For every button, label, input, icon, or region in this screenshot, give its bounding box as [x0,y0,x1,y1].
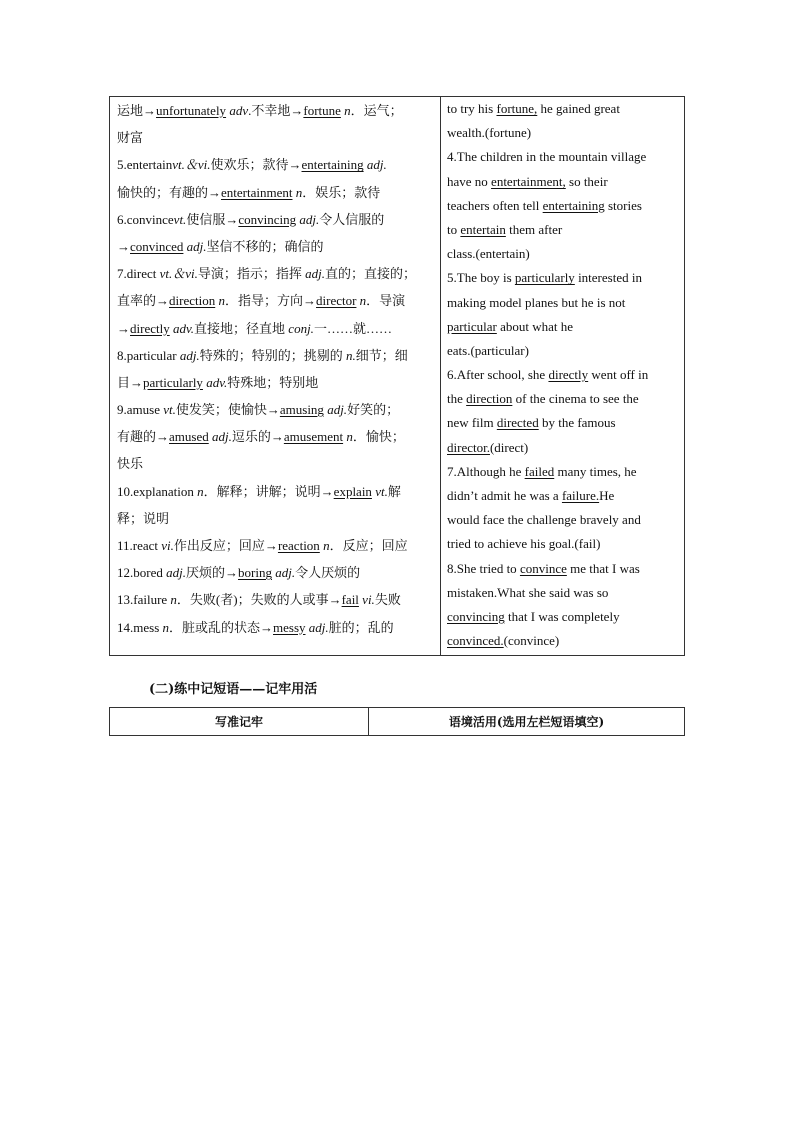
text-segment: n [359,293,367,309]
text-segment: n [344,103,351,118]
answer-blank: entertaining [301,157,364,173]
answer-blank: convincing [447,608,505,624]
text-line [117,315,436,342]
text-segment: n [346,429,353,445]
text-segment: by the famous [538,415,616,431]
text-line [447,97,680,121]
phrase-right-header: 语境活用(选用左栏短语填空) [448,715,605,729]
text-segment: of the cinema to see the [512,391,639,407]
answer-blank: fortune, [496,101,538,116]
text-line [117,450,436,477]
text-segment: 好笑的； [347,402,400,418]
text-segment: 财富 [117,130,144,146]
section-title: (二)练中记短语——记牢用活 [149,682,318,697]
text-segment: them after [505,221,563,237]
text-line [447,581,680,605]
text-segment: making model planes but he is not [447,294,626,310]
text-segment: that I was completely [504,608,620,624]
text-segment: 厌烦的→ [185,565,238,581]
text-segment: 11.react [117,538,162,553]
text-line [447,339,680,363]
text-segment: adj. [327,402,348,418]
text-line [447,557,680,581]
text-segment: ．脏或乱的状态→ [169,619,274,635]
answer-blank: convinced. [447,633,504,649]
answer-blank: director. [447,439,490,455]
text-segment: → [117,238,130,254]
text-segment: the [447,391,467,407]
text-segment: ．愉快； [352,429,405,445]
text-segment: 直率的→ [117,293,170,309]
text-segment: vt. [375,483,388,499]
text-segment: adv. [172,320,195,336]
text-segment: 7.Although he [447,463,525,479]
answer-blank: entertainment, [491,173,566,189]
text-line [117,151,436,178]
text-segment: 细节；细 [355,347,408,363]
text-segment: ．运气； [350,103,403,118]
text-segment: interested in [574,270,642,286]
text-segment: vt. [173,211,187,227]
text-line [447,629,680,653]
text-segment: to try his [447,101,497,116]
text-segment: 6.convince [117,211,174,227]
text-segment: tried to achieve his goal.(fail) [447,536,601,552]
text-segment: stories [604,197,642,213]
text-segment: ．娱乐；款待 [302,184,381,200]
text-line [117,614,436,641]
answer-blank: convinced [130,238,184,254]
text-segment: 运地→ [117,103,157,118]
text-segment: adj. [275,565,296,581]
text-segment: 使欢乐；款待→ [210,157,302,173]
text-segment: mistaken.What she said was so [447,584,609,600]
text-segment: adj. [179,347,200,363]
text-segment: adj. [211,429,232,445]
text-segment: 令人信服的 [319,211,385,227]
answer-blank: directly [548,367,589,383]
text-segment: me that I was [566,560,640,576]
text-segment: 10.explanation [117,483,198,499]
text-line [447,532,680,556]
text-segment: 8.particular [117,347,180,363]
text-line [447,315,680,339]
text-segment: 失败 [374,592,401,608]
text-line [447,460,680,484]
text-segment: 一……就…… [313,320,392,336]
text-segment: 坚信不移的；确信的 [206,238,324,254]
text-segment: (direct) [489,439,529,455]
text-segment: 5.The boy is [447,270,515,286]
text-segment: (convince) [503,633,560,649]
text-segment: 8.She tried to [447,560,520,576]
text-segment: vt.＆vi. [159,266,198,282]
answer-blank: directly [130,320,170,336]
text-line [447,218,680,242]
text-segment: 解 [387,483,401,499]
text-segment: 13.failure [117,592,171,608]
text-line [447,605,680,629]
text-segment: n [162,619,169,635]
answer-blank: failed [524,463,555,479]
answer-blank: unfortunately [156,103,227,118]
text-segment: class.(entertain) [447,246,530,262]
text-segment: adj. [166,565,186,581]
text-segment: teachers often tell [447,197,543,213]
text-line [447,194,680,218]
text-line [117,478,436,505]
text-segment: 使发笑；使愉快→ [175,402,280,418]
text-line [117,423,436,450]
text-segment: vt. [163,402,176,418]
text-line [117,396,436,423]
text-segment: 逗乐的→ [231,429,284,445]
text-line [117,124,436,151]
text-segment: ．解释；讲解；说明→ [203,483,334,499]
answer-blank: entertain [460,221,506,237]
text-segment: have no [447,173,492,189]
text-line [117,97,436,124]
text-segment: 目→ [117,374,144,390]
text-segment: 脏的；乱的 [328,619,394,635]
phrase-table-header [109,707,685,736]
text-segment: adj. [366,157,387,173]
text-line [447,436,680,460]
text-line [447,411,680,435]
text-segment: 12.bored [117,565,167,581]
text-segment: 9.amuse [117,402,164,418]
answer-blank: convince [519,560,567,576]
answer-blank: amusement [283,429,344,445]
answer-blank: entertainment [221,184,293,200]
answer-blank: direction [466,391,513,407]
answer-blank: boring [238,565,272,581]
text-segment: He [599,488,615,503]
text-segment: 直的；直接的； [325,266,417,282]
text-line [447,363,680,387]
answer-blank: fail [341,592,359,608]
text-line [117,505,436,532]
answer-blank: messy [273,619,306,635]
phrase-left-header: 写准记牢 [110,708,369,735]
text-segment: n. [345,347,356,363]
answer-blank: explain [333,483,372,499]
text-line [447,170,680,194]
text-segment: vi. [362,592,375,608]
text-line [117,559,436,586]
text-segment: n [197,483,204,499]
answer-blank: particularly [514,270,575,286]
text-segment: vt.＆vi. [172,157,211,173]
text-line [117,287,436,314]
text-segment: conj. [288,320,314,336]
text-line [447,145,680,169]
context-usage-column [441,97,684,655]
text-line [447,121,680,145]
answer-blank: amusing [279,402,324,418]
text-segment: .不幸地→ [248,103,304,118]
text-segment: he gained great [537,101,620,116]
answer-blank: fortune [303,103,341,118]
text-segment: adj. [308,619,329,635]
answer-blank: particularly [143,374,203,390]
text-segment: adj. [299,211,320,227]
text-line [117,206,436,233]
text-line [117,260,436,287]
text-segment: 特殊的；特别的；挑剔的 [199,347,346,363]
text-segment: about what he [496,318,573,334]
text-line [117,369,436,396]
text-line [117,342,436,369]
text-segment: new film [447,415,497,431]
text-segment: wealth.(fortune) [447,125,532,141]
text-segment: 6.After school, she [447,367,549,383]
text-segment: n [170,592,177,608]
text-segment: 令人厌烦的 [295,565,361,581]
text-segment: 14.mess [117,619,163,635]
text-segment: adj. [305,266,325,282]
text-segment: 愉快的；有趣的→ [117,184,222,200]
text-segment: 直接地；径直地 [194,320,289,336]
text-segment: 作出反应；回应→ [173,538,278,553]
text-segment: 4.The children in the mountain village [447,149,647,165]
text-segment: 导演；指示；指挥 [197,266,306,282]
vocabulary-table [109,96,685,656]
text-segment: so their [565,173,608,189]
text-segment: 有趣的→ [117,429,170,445]
text-line [447,484,680,508]
answer-blank: director [316,293,357,309]
answer-blank: particular [447,318,497,334]
text-line [447,291,680,315]
text-line [117,233,436,260]
text-segment: 使信服→ [186,211,239,227]
answer-blank: amused [169,429,209,445]
text-segment: 释；说明 [117,510,170,526]
answer-blank: direction [169,293,216,309]
text-segment: to [447,221,461,237]
text-segment: adv [229,103,249,118]
text-line [447,387,680,411]
answer-blank: directed [496,415,539,431]
text-line [117,532,436,559]
text-line [117,586,436,613]
text-segment: adv. [206,374,228,390]
text-line [447,508,680,532]
text-segment: didn’t admit he was a [447,488,562,503]
text-segment: ．反应；回应 [329,538,408,553]
text-segment: n [218,293,225,309]
text-line [117,179,436,206]
text-line [447,242,680,266]
text-segment: n [323,538,330,553]
answer-blank: reaction [277,538,320,553]
text-line [447,266,680,290]
text-segment: 7.direct [117,266,160,282]
text-segment: ．指导；方向→ [224,293,316,309]
text-segment: adj. [186,238,207,254]
text-segment: went off in [588,367,649,383]
text-segment: n [295,184,303,200]
text-segment: ．导演 [366,293,406,309]
text-segment: many times, he [554,463,637,479]
answer-blank: convincing [238,211,297,227]
text-segment: 5.entertain [117,157,173,173]
text-segment: would face the challenge bravely and [447,512,641,528]
word-forms-column [110,97,441,655]
text-segment: 快乐 [117,456,144,472]
text-segment: 特殊地；特别地 [227,374,319,390]
text-segment: → [117,320,130,336]
text-segment: eats.(particular) [447,342,529,358]
answer-blank: entertaining [542,197,605,213]
answer-blank: failure. [561,488,600,503]
text-segment: ．失败(者)；失败的人或事→ [176,592,342,608]
text-segment: vi. [161,538,174,553]
